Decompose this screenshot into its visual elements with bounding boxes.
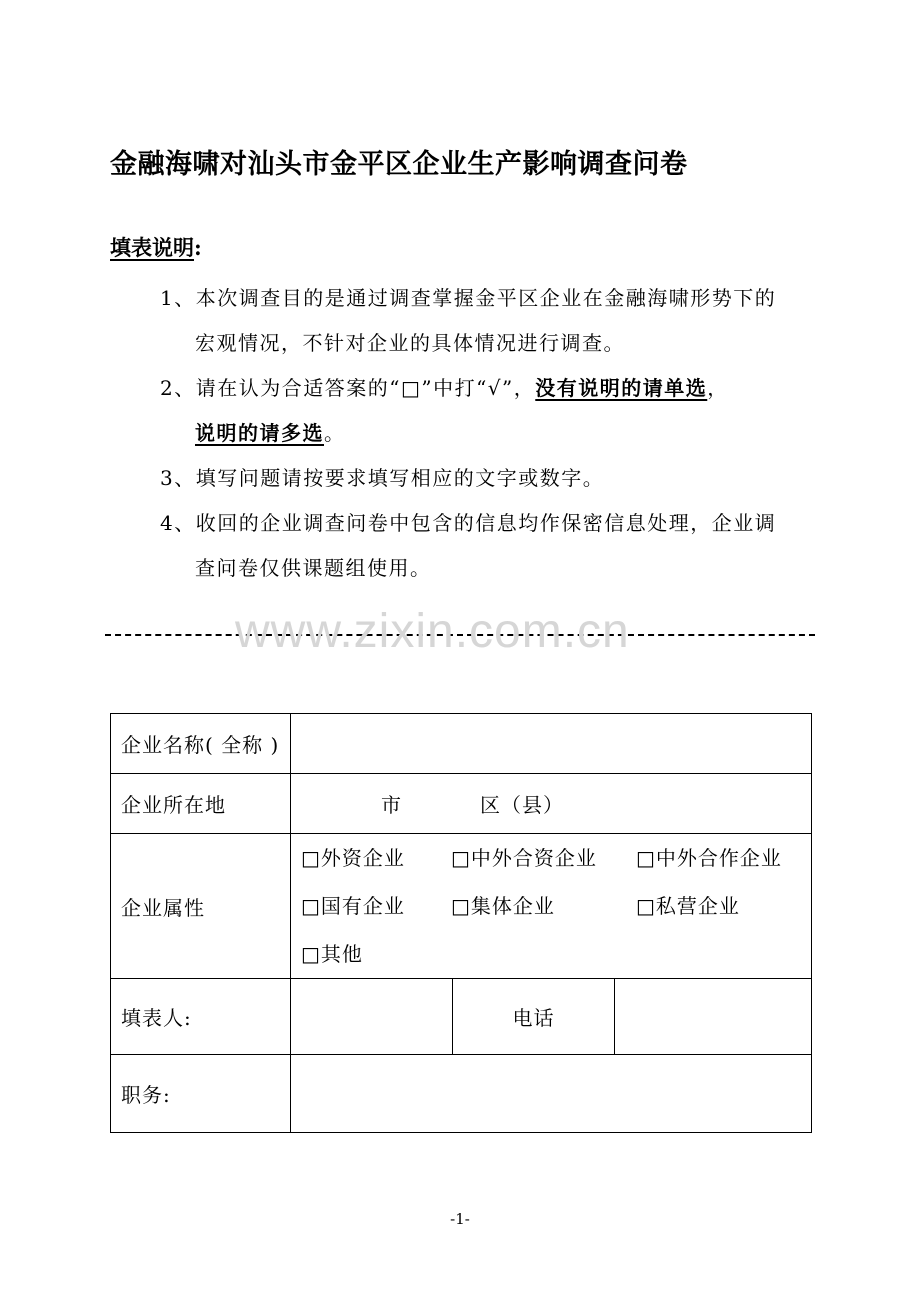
instructions-heading-text: 填表说明 xyxy=(110,235,194,260)
company-name-label: 企业名称( 全称 ) xyxy=(111,714,291,774)
instruction-3-line-1: 3、填写问题请按要求填写相应的文字或数字。 xyxy=(160,466,605,490)
attr-option-joint-venture[interactable]: □中外合资企业 xyxy=(451,846,597,870)
attr-option-cooperative[interactable]: □中外合作企业 xyxy=(636,846,782,870)
instruction-item-2 xyxy=(160,366,815,456)
form-row-company-attribute xyxy=(111,834,812,979)
form-row-company-name xyxy=(111,714,812,774)
position-label: 职务: xyxy=(111,1055,291,1133)
form-row-position xyxy=(111,1055,812,1133)
company-info-form xyxy=(110,713,812,1133)
instructions-heading-colon: : xyxy=(194,235,202,260)
instruction-4-line-2: 查问卷仅供课题组使用。 xyxy=(195,556,432,580)
watermark: www.zixin.com.cn xyxy=(235,605,630,658)
filler-field[interactable] xyxy=(291,979,453,1055)
instruction-2-single-choice-emphasis: 没有说明的请单选 xyxy=(535,376,708,400)
company-location-field[interactable] xyxy=(291,774,812,834)
instruction-item-4 xyxy=(160,501,815,591)
instruction-2-comma: ， xyxy=(707,376,729,400)
company-location-label: 企业所在地 xyxy=(111,774,291,834)
position-field[interactable] xyxy=(291,1055,812,1133)
instruction-1-line-2: 宏观情况，不针对企业的具体情况进行调查。 xyxy=(195,331,625,355)
instruction-2-line-1 xyxy=(160,366,815,411)
company-name-field[interactable] xyxy=(291,714,812,774)
company-attr-label: 企业属性 xyxy=(111,834,291,979)
location-district-label: 区（县） xyxy=(480,793,564,817)
attr-option-other[interactable]: □其他 xyxy=(301,942,363,966)
attr-option-state-owned[interactable]: □国有企业 xyxy=(301,894,405,918)
phone-label: 电话 xyxy=(453,979,615,1055)
phone-field[interactable] xyxy=(615,979,812,1055)
instruction-4-line-1: 4、收回的企业调查问卷中包含的信息均作保密信息处理，企业调 xyxy=(160,511,777,535)
instructions-list xyxy=(160,276,815,591)
instructions-heading xyxy=(110,232,202,262)
attr-option-foreign[interactable]: □外资企业 xyxy=(301,846,405,870)
instruction-2-line-2 xyxy=(160,411,815,456)
instruction-1-line-1: 1、本次调查目的是通过调查掌握金平区企业在金融海啸形势下的 xyxy=(160,286,777,310)
instruction-2-multi-choice-emphasis: 说明的请多选 xyxy=(195,421,324,445)
form-row-filler xyxy=(111,979,812,1055)
form-row-company-location xyxy=(111,774,812,834)
filler-label: 填表人: xyxy=(111,979,291,1055)
instruction-item-3 xyxy=(160,456,815,501)
location-city-label: 市 xyxy=(381,793,402,817)
document-title: 金融海啸对汕头市金平区企业生产影响调查问卷 xyxy=(110,149,688,180)
company-attr-options xyxy=(291,834,812,979)
attr-option-private[interactable]: □私营企业 xyxy=(636,894,740,918)
instruction-2-period: 。 xyxy=(324,421,346,445)
instruction-item-1 xyxy=(160,276,815,366)
instruction-2-pre: 2、请在认为合适答案的“□”中打“√”， xyxy=(160,376,536,400)
attr-option-collective[interactable]: □集体企业 xyxy=(451,894,555,918)
page-number: -1- xyxy=(450,1210,470,1228)
